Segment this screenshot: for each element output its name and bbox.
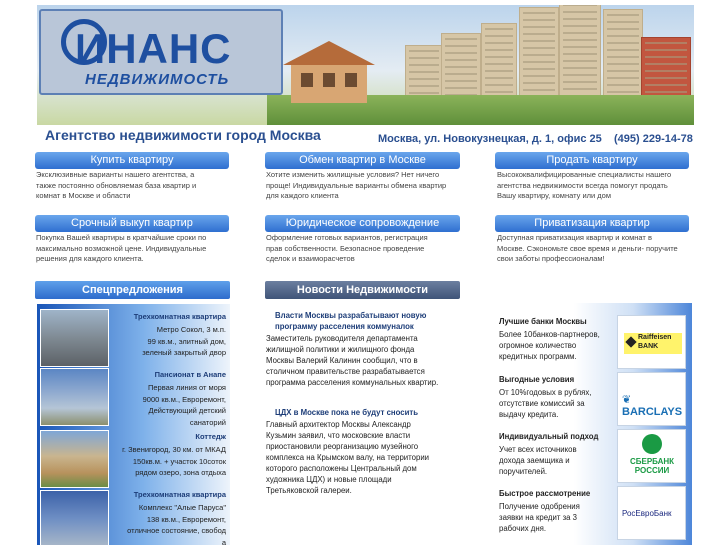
- special-photo[interactable]: [40, 430, 109, 488]
- service-description: Эксклюзивные варианты нашего агентства, а также постоянно обновляемая база квартир и комнат в Москве и области: [36, 170, 197, 200]
- service-description: Хотите изменить жилищные условия? Нет ничего проще! Индивидуальные варианты обмена квартир для каждого клиента: [266, 170, 447, 200]
- header-banner: [37, 5, 694, 125]
- sberbank-logo[interactable]: [617, 429, 686, 483]
- bank-feature-title: Индивидуальный подход: [499, 432, 599, 441]
- specials-header[interactable]: Спецпредложения: [35, 281, 230, 299]
- logo-title: ИНАНС: [75, 25, 232, 72]
- office-address: Москва, ул. Новокузнецкая, д. 1, офис 25: [378, 133, 602, 145]
- bank-feature-text: От 10%годовых в рублях, отсутствие комиссий за выдачу кредита.: [499, 388, 592, 419]
- news-headline[interactable]: Власти Москвы разрабатывают новую программу расселения коммуналок: [275, 311, 427, 331]
- sberbank-emblem-icon: [642, 434, 662, 454]
- site-logo[interactable]: [39, 9, 283, 95]
- phone-number: (495) 229-14-78: [614, 133, 693, 145]
- barclays-bank-logo[interactable]: [617, 372, 686, 426]
- special-title[interactable]: Пансионат в Анапе: [154, 370, 226, 379]
- raiffeisen-bank-logo[interactable]: [617, 315, 686, 369]
- page-title: Агентство недвижимости город Москва: [45, 127, 321, 143]
- news-body: Главный архитектор Москвы Александр Кузьмин заявил, что московские власти приостановили реорганизацию музейного комплекса на Крымском валу, на территории которого расположены Центральный дом художника ЦДХ) и новые площади Третьяковской галереи.: [266, 420, 430, 495]
- news-body: Заместитель руководителя департамента жилищной политики и жилищного фонда Москвы Валерий Калинин сообщил, что в столичном правительстве разрабатывается программа расселения коммунальных квартир.: [266, 334, 439, 387]
- news-header[interactable]: Новости Недвижимости: [265, 281, 460, 299]
- special-details: Комплекс "Алые Паруса" 138 кв.м., Евроремонт, отличное состояние, свобод а: [127, 503, 226, 545]
- news-headline[interactable]: ЦДХ в Москве пока не будут сносить: [275, 408, 419, 417]
- bank-feature-title: Выгодные условия: [499, 375, 575, 384]
- sberbank-label: СБЕРБАНК РОССИИ: [629, 457, 675, 475]
- bank-feature-text: Учет всех источников дохода заемщика и поручителей.: [499, 445, 577, 476]
- special-title[interactable]: Трехкомнатная квартира: [133, 312, 226, 321]
- legal-support-button[interactable]: Юридическое сопровождение: [265, 215, 460, 232]
- special-photo[interactable]: [40, 309, 109, 367]
- service-description: Оформление готовых вариантов, регистрация прав собственности. Безопасное проведение сделок и взаиморасчетов: [266, 233, 428, 263]
- barclays-label: ❦ BARCLAYS: [622, 394, 683, 418]
- raiffeisen-icon: Raiffeisen BANK: [624, 333, 682, 354]
- building-image: [603, 9, 643, 107]
- buy-apartment-button[interactable]: Купить квартиру: [35, 152, 229, 169]
- special-photo[interactable]: [40, 490, 109, 545]
- building-image: [519, 7, 559, 107]
- logo-subtitle: НЕДВИЖИМОСТЬ: [85, 71, 230, 88]
- bank-feature-text: Получение одобрения заявки на кредит за 3 рабочих дня.: [499, 502, 580, 533]
- building-image: [559, 5, 601, 107]
- special-details: Метро Сокол, 3 м.п. 99 кв.м., элитный дом, зеленый закрытый двор: [142, 325, 226, 357]
- special-details: Первая линия от моря 9000 кв.м., Евроремонт, Действующий детский санаторий: [142, 383, 226, 427]
- special-photo[interactable]: [40, 368, 109, 426]
- sell-apartment-button[interactable]: Продать квартиру: [495, 152, 689, 169]
- special-title[interactable]: Коттедж: [195, 432, 226, 441]
- special-details: г. Звенигород, 30 км. от МКАД 150кв.м. + участок 10соток рядом озеро, зона отдыха: [122, 445, 226, 477]
- privatization-button[interactable]: Приватизация квартир: [495, 215, 689, 232]
- exchange-apartment-button[interactable]: Обмен квартир в Москве: [265, 152, 460, 169]
- service-description: Доступная приватизация квартир и комнат в Москве. Сэкономьте свое время и деньги- поручите свои заботы профессионалам!: [497, 233, 678, 263]
- service-description: Высококвалифицированные специалисты нашего агентства недвижимости всегда помогут продать Вашу квартиру, комнату или дом: [497, 170, 672, 200]
- urgent-buyout-button[interactable]: Срочный выкуп квартир: [35, 215, 229, 232]
- bank-feature-title: Быстрое рассмотрение: [499, 489, 591, 498]
- house-image: [283, 41, 375, 103]
- roseurobank-logo[interactable]: [617, 486, 686, 540]
- bank-feature-text: Более 10банков-партнеров, огромное количество кредитных программ.: [499, 330, 600, 361]
- bank-feature-title: Лучшие банки Москвы: [499, 317, 587, 326]
- service-description: Покупка Вашей квартиры в кратчайшие сроки по максимально возможной цене. Индивидуальные решения для каждого клиента.: [36, 233, 207, 263]
- specials-panel: [37, 304, 230, 545]
- roseurobank-label: РосЕвроБанк: [622, 509, 672, 518]
- banks-panel: [495, 303, 692, 545]
- special-title[interactable]: Трехкомнатная квартира: [133, 490, 226, 499]
